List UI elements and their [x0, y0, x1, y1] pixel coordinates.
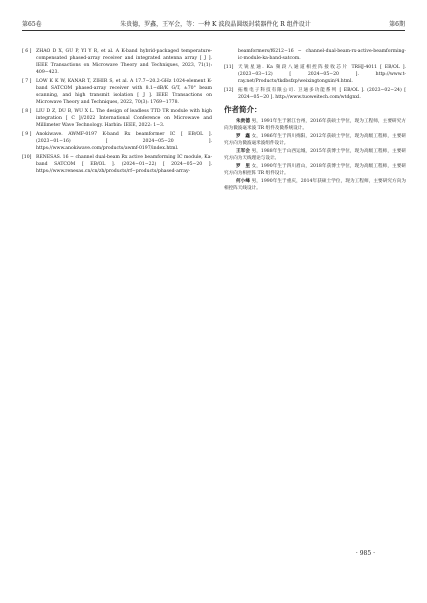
reference-text: beamformers/f6212−16 − channel-dual-beam-rx-active-beamforming-ic-module-ka-band-satcom. — [238, 49, 406, 61]
running-header — [22, 16, 405, 28]
reference-item — [22, 108, 212, 129]
reference-text: LOW K K W, KANAR T, ZIHIR S, et al. A 17.7−20.2-GHz 1024-element K-band SATCOM phased-array receiver with 8.1−dB/K G/T, ±70° beam scanning, and high transmit isolation [ J ]. IEEE Transactions on Microwave Theory and Techniques, 2022, 70(3): 1769−1778. — [36, 79, 212, 105]
author-name: 罗 鑫 — [236, 134, 251, 139]
right-column — [224, 48, 406, 193]
author-name: 王军会 — [236, 149, 251, 154]
author-description: 男，1991年生于浙江台州，2016年获硕士学位，现为工程师，主要研究方向为微波毫米波 TR 组件及微系统设计。 — [224, 119, 406, 131]
reference-continuation — [224, 48, 406, 62]
reference-text: RENESAS. 16 − channel dual-beam Rx active beamforming IC module, Ka-band SATCOM [ EB/OL ]. (2024−01−22) [ 2024−05−20 ]. https://www.renesas.cn/cn/zh/products/rf−products/phased-array- — [36, 155, 212, 174]
left-column — [22, 48, 212, 177]
page-number: · 985 · — [355, 550, 375, 557]
running-title: 朱贵德，罗鑫，王军会，等：一种 K 波段晶圆级封装器件化 R 组件设计 — [120, 21, 311, 28]
author-description: 女，1990年生于四川眉山，2018年获博士学位，现为高级工程师，主要研究方向为相控阵 TR 组件设计。 — [224, 164, 406, 176]
author-description: 男，1988年生于山西运城，2015年获博士学位，现为高级工程师，主要研究方向为天线理论与设计。 — [224, 149, 406, 161]
reference-item — [22, 154, 212, 175]
reference-number: [ 6 ] — [22, 49, 32, 54]
reference-text: 天锐星通. Ka 频段八通道相控阵接收芯片 TRHJ-4011 [ EB/OL ]. (2023−03−12) [ 2024−05−20 ]. http://www.t-ray.net/Products/tkdbsfzp/weixingtongxin/4.html. — [238, 65, 406, 84]
author-name: 罗 里 — [236, 164, 251, 169]
reference-number: [ 7 ] — [22, 79, 32, 84]
reference-number: [12] — [224, 88, 234, 93]
reference-number: [11] — [224, 65, 234, 70]
reference-item — [22, 131, 212, 152]
reference-item — [22, 78, 212, 106]
issue-label: 第6期 — [389, 21, 405, 28]
author-description: 女，1986年生于四川绵阳，2012年获硕士学位，现为高级工程师，主要研究方向为微波毫米波组件设计。 — [224, 134, 406, 146]
reference-text: ZHAO D X, GU P, YI Y R, et al. A K-band hybrid-packaged temperature-compensated phased-array receiver and integrated antenna array [ J ]. IEEE Transactions on Microwave Theory and Techniques, 2023, 71(1): 409−423. — [36, 49, 212, 75]
author-bio — [224, 178, 406, 192]
authors-heading: 作者简介： — [224, 105, 262, 114]
reference-item — [224, 64, 406, 85]
reference-item — [224, 87, 406, 101]
reference-number: [ 9 ] — [22, 132, 32, 137]
reference-text: LIU D Z, DU B, WU X L. The design of leadless TTD TR module with high integration [ C ]//2022 International Conference on Microwave and Millimeter Wave Technology. Harbin: IEEE, 2022: 1−3. — [36, 109, 212, 128]
author-name: 何小峰 — [236, 179, 251, 184]
author-bio — [224, 163, 406, 177]
reference-text: Anokiwave. AWMF-0197 K-band Rx beamformer IC [ EB/OL ]. (2023−01−16) [ 2024−05−20 ]. https://www.anokiwave.com/products/awmf-0197/index.html. — [36, 132, 212, 151]
reference-text: 拓维电子科技有限公司. 卫通多功能系列 [ EB/OL ]. (2023−02−24) [ 2024−05−20 ]. http://www.tuoweitech.com/wtdgnxl. — [238, 88, 406, 100]
author-bio — [224, 148, 406, 162]
header-rule — [22, 30, 405, 31]
reference-number: [ 8 ] — [22, 109, 32, 114]
reference-item — [22, 48, 212, 76]
volume-label: 第65卷 — [22, 21, 42, 28]
reference-number: [10] — [22, 155, 32, 160]
author-bio — [224, 133, 406, 147]
author-bio — [224, 118, 406, 132]
author-name: 朱贵德 — [236, 119, 251, 124]
author-description: 男，1990年生于重庆，2014年获硕士学位，现为工程师，主要研究方向为相控阵天线设计。 — [224, 179, 406, 191]
